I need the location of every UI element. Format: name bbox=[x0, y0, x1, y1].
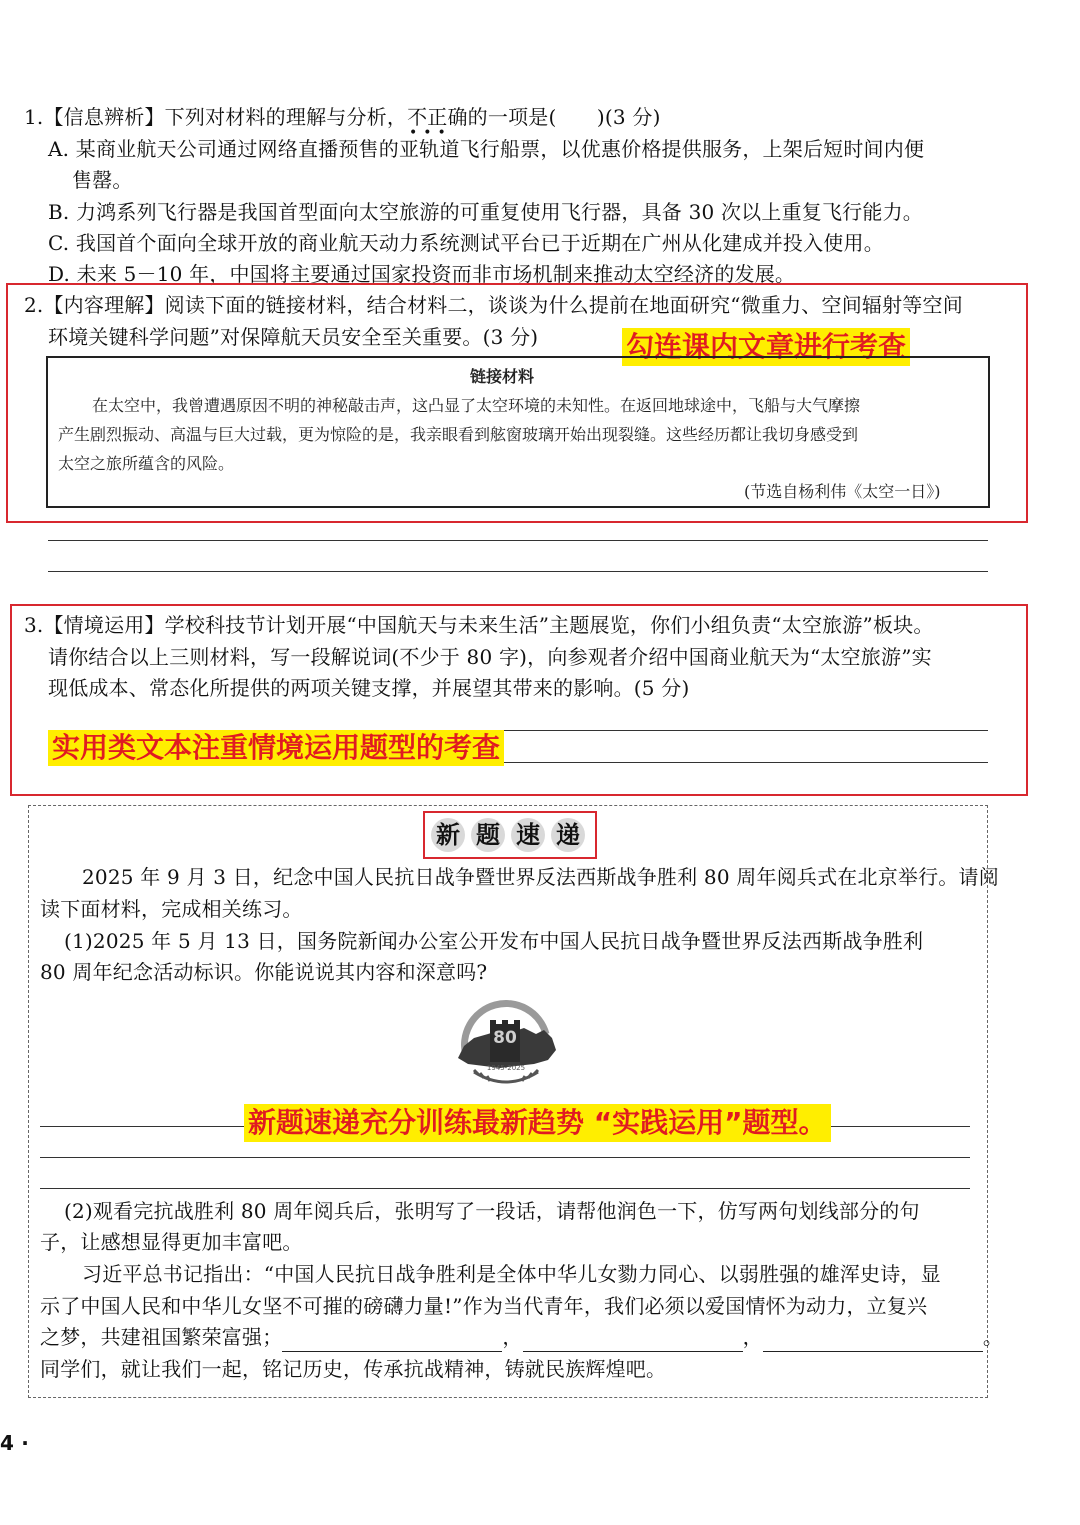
q2-stem-line2: 环境关键科学问题”对保障航天员安全至关重要。(3 分) bbox=[48, 325, 539, 349]
blank-separator: ， bbox=[742, 1325, 763, 1349]
sentence-end: 。 bbox=[982, 1325, 1004, 1349]
link-material-line3: 太空之旅所蕴含的风险。 bbox=[58, 454, 235, 473]
sub2-line1: (2)观看完抗战胜利 80 周年阅兵后，张明写了一段话，请帮他润色一下，仿写两句划线部分的句 bbox=[64, 1199, 920, 1223]
answer-line[interactable] bbox=[40, 1188, 970, 1189]
answer-line[interactable] bbox=[40, 1157, 970, 1158]
link-material-line2: 产生剧烈振动、高温与巨大过载，更为惊险的是，我亲眼看到舷窗玻璃开始出现裂缝。这些经历都让我切身感受到 bbox=[58, 425, 859, 444]
q2-stem-line1: 2.【内容理解】阅读下面的链接材料，结合材料二，谈谈为什么提前在地面研究“微重力、空间辐射等空间 bbox=[24, 293, 963, 317]
q3-stem-line3: 现低成本、常态化所提供的两项关键支撑，并展望其带来的影响。(5 分) bbox=[48, 676, 690, 700]
passage-line1: 习近平总书记指出：“中国人民抗日战争胜利是全体中华儿女勠力同心、以弱胜强的雄浑史诗，显 bbox=[82, 1262, 941, 1286]
passage-line2: 示了中国人民和中华儿女坚不可摧的磅礴力量!”作为当代青年，我们必须以爱国情怀为动力，立复兴 bbox=[40, 1294, 928, 1318]
q1-option-b: B. 力鸿系列飞行器是我国首型面向太空旅游的可重复使用飞行器，具备 30 次以上重复飞行能力。 bbox=[48, 200, 923, 224]
badge-char: 速 bbox=[511, 818, 545, 852]
xinti-annotation: 新题速递充分训练最新趋势 “实践运用”题型。 bbox=[244, 1104, 831, 1142]
logo-number: 80 bbox=[493, 1028, 517, 1048]
fill-blank-2[interactable] bbox=[523, 1329, 743, 1352]
q1-option-a: A. 某商业航天公司通过网络直播预售的亚轨道飞行船票，以优惠价格提供服务，上架后短时间内便 bbox=[48, 137, 925, 161]
passage-line4: 同学们，就让我们一起，铭记历史，传承抗战精神，铸就民族辉煌吧。 bbox=[40, 1357, 667, 1381]
fill-blank-1[interactable] bbox=[282, 1329, 502, 1352]
commemoration-logo bbox=[444, 994, 568, 1094]
q3-stem-line2: 请你结合以上三则材料，写一段解说词(不少于 80 字)，向参观者介绍中国商业航天为“太空旅游”实 bbox=[48, 645, 932, 669]
link-material-line1: 在太空中，我曾遭遇原因不明的神秘敲击声，这凸显了太空环境的未知性。在返回地球途中，飞船与大气摩擦 bbox=[92, 396, 861, 415]
page-number: 4 · bbox=[0, 1431, 30, 1455]
badge-char: 题 bbox=[471, 818, 505, 852]
passage-line3-text: 之梦，共建祖国繁荣富强； bbox=[40, 1325, 283, 1349]
passage-line3 bbox=[40, 1322, 1003, 1352]
q1-option-d: D. 未来 5－10 年，中国将主要通过国家投资而非市场机制来推动太空经济的发展。 bbox=[48, 262, 796, 286]
link-material-source: (节选自杨利伟《太空一日》) bbox=[744, 482, 941, 501]
link-material-title: 链接材料 bbox=[470, 367, 535, 386]
intro-line1: 2025 年 9 月 3 日，纪念中国人民抗日战争暨世界反法西斯战争胜利 80 周年阅兵式在北京举行。请阅 bbox=[82, 865, 999, 889]
blank-separator: ， bbox=[502, 1325, 523, 1349]
q2-annotation: 勾连课内文章进行考查 bbox=[622, 328, 910, 366]
q1-option-c: C. 我国首个面向全球开放的商业航天动力系统测试平台已于近期在广州从化建成并投入使用。 bbox=[48, 231, 884, 255]
answer-line[interactable] bbox=[48, 571, 988, 572]
q1-stem: 1.【信息辨析】下列对材料的理解与分析，不正确的一项是( )(3 分) bbox=[24, 105, 661, 129]
q3-annotation: 实用类文本注重情境运用题型的考查 bbox=[48, 730, 504, 766]
section-badge bbox=[431, 818, 585, 852]
badge-char: 递 bbox=[551, 818, 585, 852]
answer-line[interactable] bbox=[48, 540, 988, 541]
q3-stem-line1: 3.【情境运用】学校科技节计划开展“中国航天与未来生活”主题展览，你们小组负责“太空旅游”板块。 bbox=[24, 613, 934, 637]
q1-option-a-cont: 售罄。 bbox=[72, 168, 133, 192]
sub1-line1: (1)2025 年 5 月 13 日，国务院新闻办公室公开发布中国人民抗日战争暨世界反法西斯战争胜利 bbox=[64, 929, 924, 953]
fill-blank-3[interactable] bbox=[763, 1329, 983, 1352]
logo-years: 1945-2025 bbox=[486, 1064, 526, 1072]
emphasis-dots: ••• bbox=[409, 125, 452, 141]
badge-char: 新 bbox=[431, 818, 465, 852]
sub2-line2: 子，让感想显得更加丰富吧。 bbox=[40, 1230, 303, 1254]
sub1-line2: 80 周年纪念活动标识。你能说说其内容和深意吗? bbox=[40, 960, 488, 984]
intro-line2: 读下面材料，完成相关练习。 bbox=[40, 897, 303, 921]
